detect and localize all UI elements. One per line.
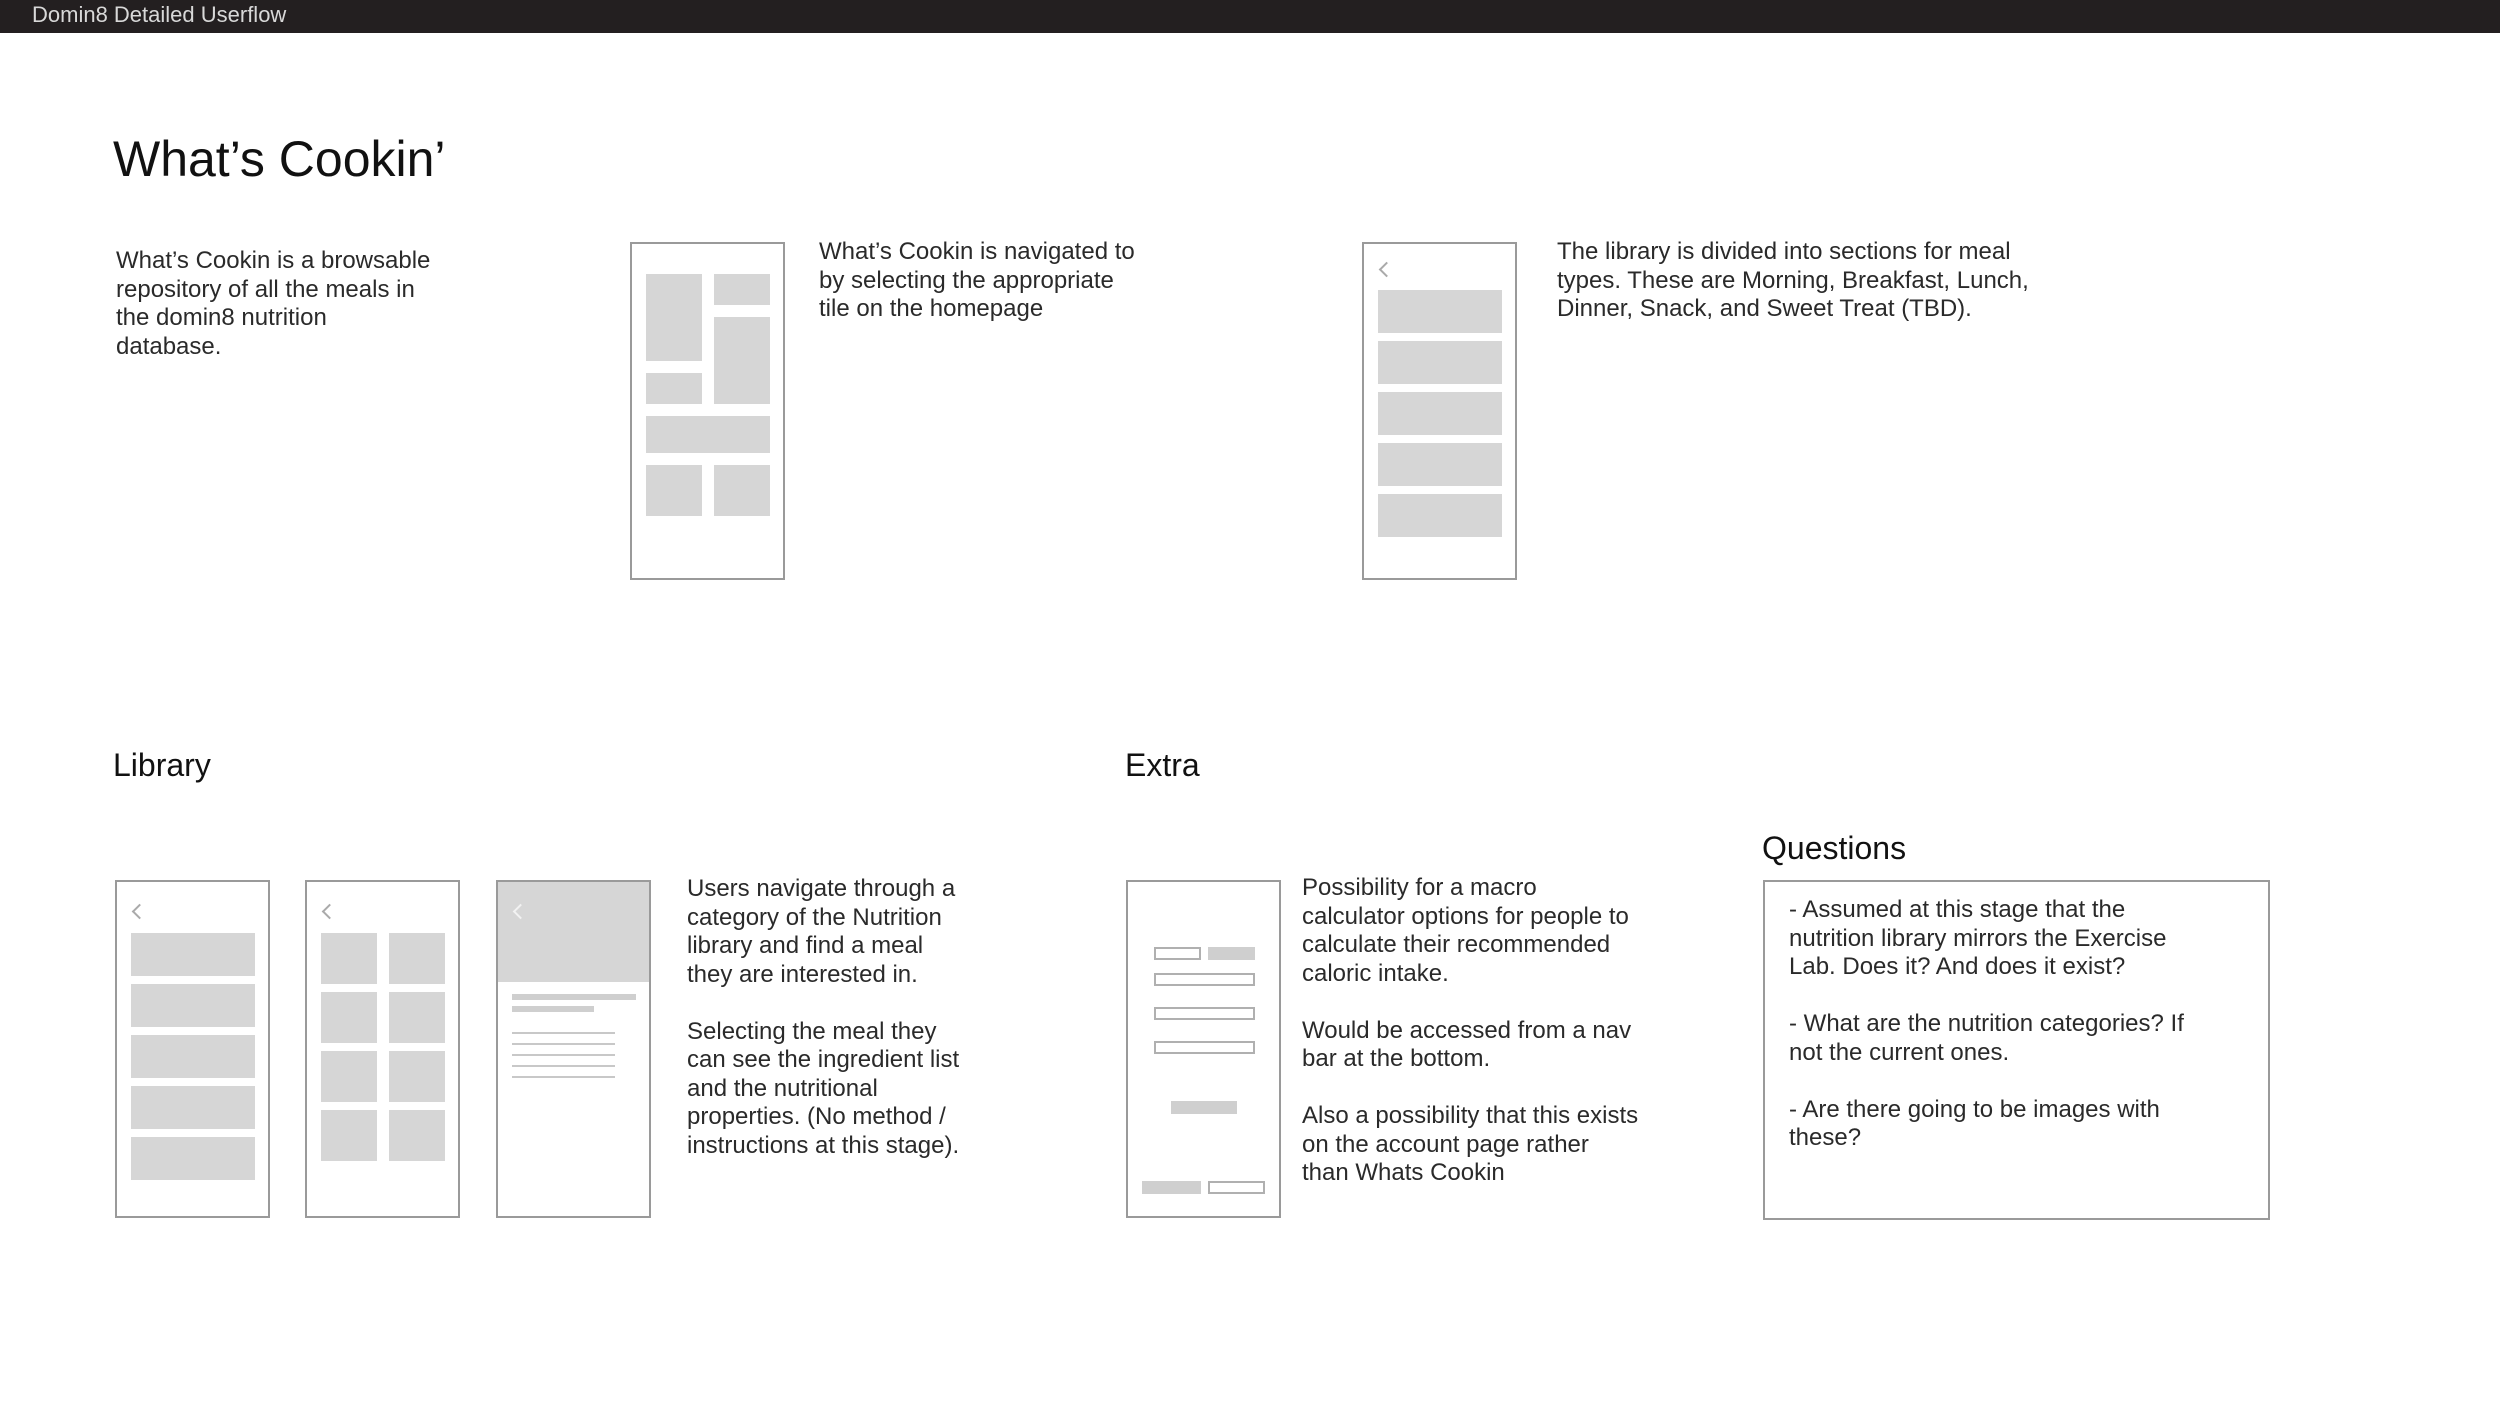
intro-description: What’s Cookin is a browsable repository of all the meals in the domin8 nutrition database. xyxy=(116,247,431,360)
macro-calculator-wireframe xyxy=(1126,880,1281,1218)
tile-placeholder xyxy=(714,274,770,305)
input-placeholder xyxy=(1154,947,1201,960)
toggle-placeholder xyxy=(1208,947,1255,960)
input-placeholder xyxy=(1154,1007,1255,1020)
list-placeholder xyxy=(131,1086,255,1129)
nav-placeholder xyxy=(1142,1181,1201,1194)
meal-detail-wireframe xyxy=(496,880,651,1218)
category-list-wireframe xyxy=(115,880,270,1218)
tile-placeholder xyxy=(646,373,702,404)
grid-placeholder xyxy=(321,933,377,984)
grid-placeholder xyxy=(389,933,445,984)
library-heading: Library xyxy=(113,747,211,783)
subtitle-placeholder xyxy=(512,1006,594,1012)
grid-placeholder xyxy=(389,1051,445,1102)
extra-description: Possibility for a macro calculator options for people to calculate their recommended caloric intake. Would be accessed from a nav bar at the bottom. Also a possibility that this exists on the account page rather than Whats Cookin xyxy=(1302,874,1639,1186)
tile-placeholder xyxy=(646,416,770,453)
questions-heading: Questions xyxy=(1762,830,1907,866)
grid-placeholder xyxy=(389,1110,445,1161)
library-description: Users navigate through a category of the Nutrition library and find a meal they are interested in. Selecting the meal they can see the ingredient list and the nutritional properties. (No method / instructions at this stage). xyxy=(687,875,960,1159)
grid-placeholder xyxy=(389,992,445,1043)
list-placeholder xyxy=(131,1035,255,1078)
grid-placeholder xyxy=(321,1110,377,1161)
title-placeholder xyxy=(512,994,636,1000)
list-placeholder xyxy=(131,984,255,1027)
questions-body: - Assumed at this stage that the nutrition library mirrors the Exercise Lab. Does it? And does it exist? - What are the nutrition categories? If not the current ones. - Are there going to be images with these? xyxy=(1789,896,2184,1151)
tile-placeholder xyxy=(646,465,702,516)
tile-placeholder xyxy=(646,274,702,361)
text-line xyxy=(512,1065,615,1067)
library-sections-wireframe xyxy=(1362,242,1517,580)
library-note: The library is divided into sections for meal types. These are Morning, Breakfast, Lunch, Dinner, Snack, and Sweet Treat (TBD). xyxy=(1557,238,2029,322)
extra-heading: Extra xyxy=(1125,747,1200,783)
document-label: Domin8 Detailed Userflow xyxy=(32,2,287,27)
section-placeholder xyxy=(1378,443,1502,486)
chevron-left-icon xyxy=(132,904,148,920)
navigation-note: What’s Cookin is navigated to by selecting the appropriate tile on the homepage xyxy=(819,238,1135,322)
section-placeholder xyxy=(1378,392,1502,435)
chevron-left-icon xyxy=(322,904,338,920)
page-title: What’s Cookin’ xyxy=(113,131,446,187)
list-placeholder xyxy=(131,933,255,976)
grid-placeholder xyxy=(321,992,377,1043)
text-line xyxy=(512,1076,615,1078)
button-placeholder xyxy=(1171,1101,1237,1114)
tile-placeholder xyxy=(714,465,770,516)
nav-placeholder xyxy=(1208,1181,1265,1194)
input-placeholder xyxy=(1154,1041,1255,1054)
list-placeholder xyxy=(131,1137,255,1180)
section-placeholder xyxy=(1378,290,1502,333)
top-bar xyxy=(0,0,2500,33)
text-line xyxy=(512,1032,615,1034)
meal-image-placeholder xyxy=(498,882,649,982)
tile-placeholder xyxy=(714,317,770,404)
meal-grid-wireframe xyxy=(305,880,460,1218)
grid-placeholder xyxy=(321,1051,377,1102)
text-line xyxy=(512,1043,615,1045)
section-placeholder xyxy=(1378,341,1502,384)
homepage-wireframe xyxy=(630,242,785,580)
chevron-left-icon xyxy=(1379,262,1395,278)
text-line xyxy=(512,1054,615,1056)
questions-box xyxy=(1763,880,2270,1220)
input-placeholder xyxy=(1154,973,1255,986)
section-placeholder xyxy=(1378,494,1502,537)
